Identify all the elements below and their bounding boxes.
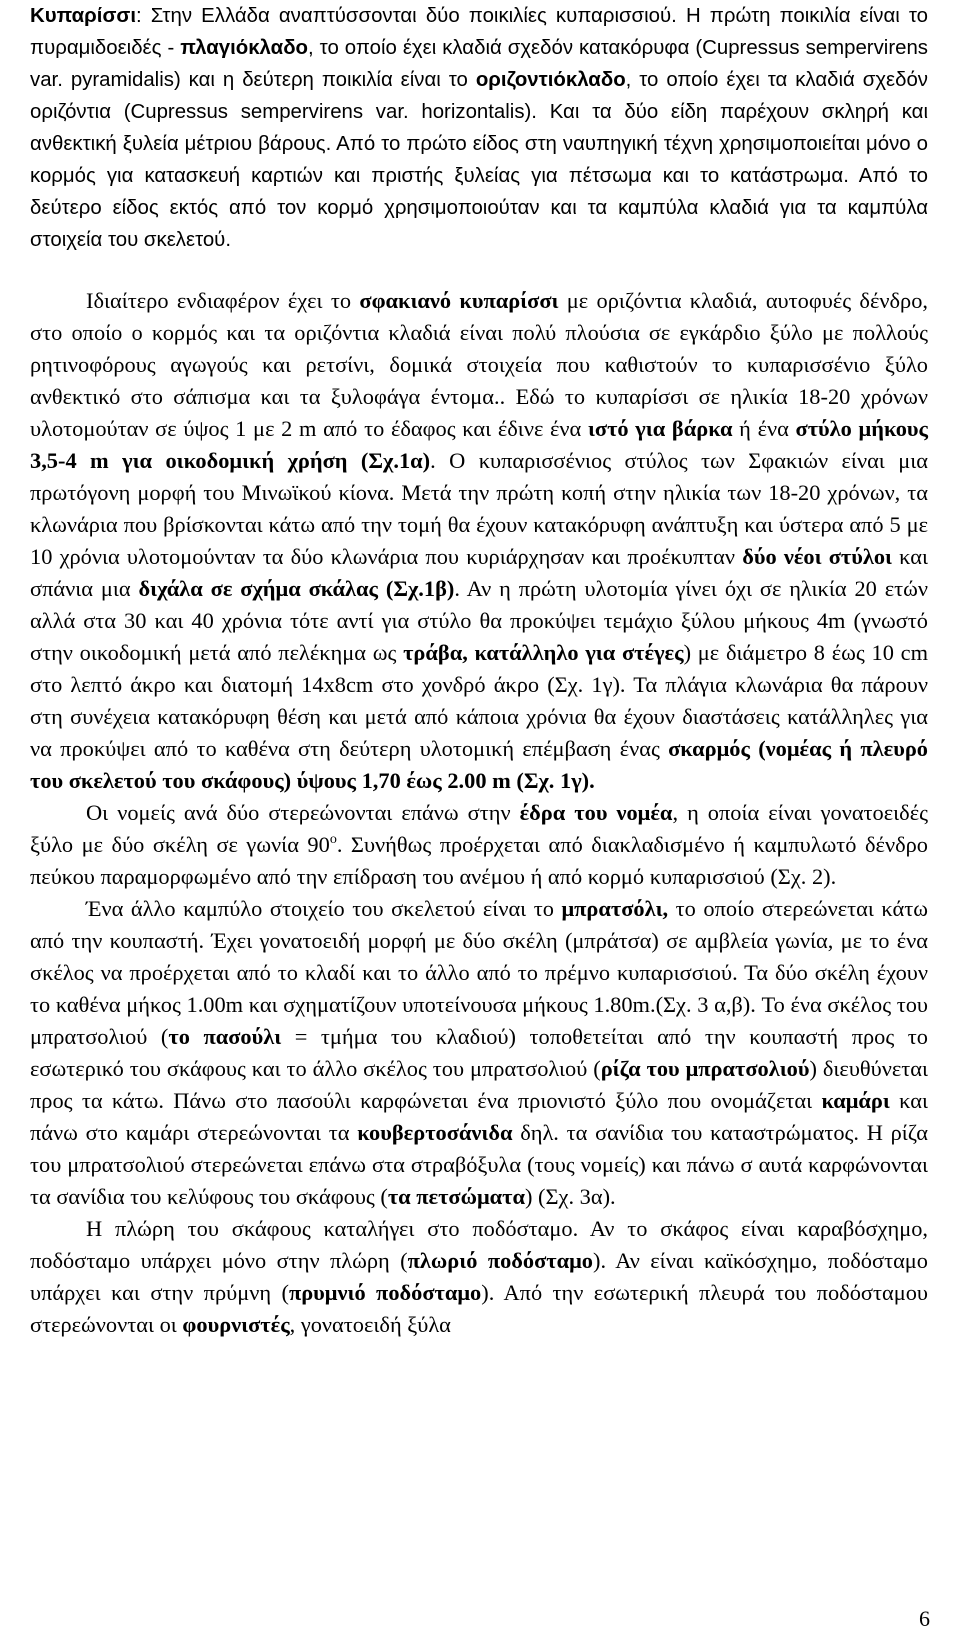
bold-term: στύλο μήκους 3,5-4 m για οικοδομική χρήση (Σχ.1α) xyxy=(30,416,928,473)
text-run: = τμήμα του κλαδιού) τοποθετείται από την κουπαστή προς το εσωτερικό του σκάφους και το άλλο σκέλος του μπρατσολιού ( xyxy=(30,1024,928,1081)
text-run: και σπάνια μια xyxy=(30,544,928,601)
text-run: ). Αν είναι καϊκόσχημο, ποδόσταμο υπάρχει και στην πρύμνη ( xyxy=(30,1248,929,1305)
text-run: ) διευθύνεται προς τα κάτω. Πάνω στο πασούλι καρφώνεται ένα πριονιστό ξύλο που ονομάζεται xyxy=(30,1056,928,1113)
text-run: . Ο κυπαρισσένιος στύλος των Σφακιών είναι μια πρωτόγονη μορφή του Μινωϊκού κίονα. Μετά την πρώτη κοπή στην ηλικία των 18-20 χρόνων, τα κλωνάρια που βρίσκονται κάτω από την τομή θα έχουν κατακόρυφη ανάπτυξη και ύστερα από 5 με 10 χρόνια υλοτομούνταν τα δύο κλωνάρια που κυριάρχησαν και προέκυπταν xyxy=(30,448,929,569)
bold-term: τα πετσώματα xyxy=(387,1184,525,1209)
bold-term: Κυπαρίσσι xyxy=(30,5,137,27)
bold-term: έδρα του νομέα xyxy=(519,800,673,825)
bold-term: κουβερτοσάνιδα xyxy=(357,1120,513,1145)
text-run: ή ένα xyxy=(732,416,796,441)
text-run: με οριζόντια κλαδιά, αυτοφυές δένδρο, στο οποίο ο κορμός και τα οριζόντια κλαδιά είναι πολύ πλούσια σε εγκάρδιο ξύλο με πολλούς ρητινοφόρους αγωγούς και ρετσίνι, δομικά στοιχεία που καθιστούν το κυπαρισσένιο ξύλο ανθεκτικό στο σάπισμα και τα ξυλοφάγα έντομα.. Εδώ το κυπαρίσσι σε ηλικία 18-20 χρόνων υλοτομούταν σε ύψος 1 με 2 m από το έδαφος και έδινε ένα xyxy=(30,288,929,441)
paragraph-frame-seat xyxy=(30,797,928,893)
text-run: και πάνω στο καμάρι στερεώνονται τα xyxy=(30,1088,928,1145)
page-number: 6 xyxy=(919,1606,930,1631)
bold-term: σκαρμός (νομέας ή πλευρό του σκελετού του σκάφους) ύψους 1,70 έως 2.00 m (Σχ. 1γ). xyxy=(30,736,928,793)
degree-superscript: ο xyxy=(329,832,337,847)
text-run: , το οποίο έχει κλαδιά σχεδόν κατακόρυφα (Cupressus sempervirens var. pyramidalis) και η δεύτερη ποικιλία είναι το xyxy=(30,37,928,91)
bold-term: διχάλα σε σχήμα σκάλας (Σχ.1β) xyxy=(138,576,455,601)
bold-term: φουρνιστές xyxy=(182,1312,290,1337)
text-run: το οποίο στερεώνεται κάτω από την κουπαστή. Έχει γονατοειδή μορφή με δύο σκέλη (μπράτσα) σε αμβλεία γωνία, με το ένα σκέλος να προέρχεται από το κλαδί και το άλλο από το πρέμνο κυπαρισσιού. Τα δύο σκέλη έχουν το καθένα μήκος 1.00m και σχηματίζουν υποτείνουσα μήκους 1.80m.(Σχ. 3 α,β). Το ένα σκέλος του μπρατσολιού ( xyxy=(30,896,928,1049)
text-run: , γονατοειδή ξύλα xyxy=(289,1312,451,1337)
bold-term: σφακιανό κυπαρίσσι xyxy=(359,288,559,313)
bold-term: οριζοντιόκλαδο xyxy=(475,69,626,91)
text-run: Ένα άλλο καμπύλο στοιχείο του σκελετού είναι το xyxy=(86,896,562,921)
text-run: . Συνήθως προέρχεται από διακλαδισμένο ή καμπυλωτό δένδρο πεύκου παραμορφωμένο από την επίδραση του ανέμου ή από κορμό κυπαρισσιού (Σχ. 2). xyxy=(30,832,928,889)
text-run: . Αν η πρώτη υλοτομία γίνει όχι σε ηλικία 20 ετών αλλά στα 30 και 40 χρόνια τότε αντί για στύλο θα προκύψει τεμάχιο ξύλου μήκους 4m (γνωστό στην οικοδομική μετά από πελέκημα ως xyxy=(30,576,928,665)
bold-term: πλωριό ποδόσταμο xyxy=(407,1248,593,1273)
bold-term: πρυμνιό ποδόσταμο xyxy=(288,1280,482,1305)
text-run: ). Από την εσωτερική πλευρά του ποδόσταμου στερεώνονται οι xyxy=(30,1280,929,1337)
text-run: , η οποία είναι γονατοειδές ξύλο με δύο σκέλη σε γωνία 90 xyxy=(30,800,928,857)
text-run: Η πλώρη του σκάφους καταλήγει στο ποδόσταμο. Αν το σκάφος είναι καραβόσχημο, ποδόσταμο υπάρχει μόνο στην πλώρη ( xyxy=(30,1216,928,1273)
text-run: δηλ. τα σανίδια του καταστρώματος. Η ρίζα του μπρατσολιού στερεώνεται επάνω στα στραβόξυλα (τους νομείς) και πάνω σ αυτά καρφώνονται τα σανίδια του κελύφους του σκάφους ( xyxy=(30,1120,928,1209)
text-run: , το οποίο έχει τα κλαδιά σχεδόν οριζόντια (Cupressus sempervirens var. horizontalis). Και τα δύο είδη παρέχουν σκληρή και ανθεκτική ξυλεία μέτριου βάρους. Από το πρώτο είδος στη ναυπηγική τέχνη χρησιμοποιείται μόνο ο κορμός για κατασκευή καρτιών και πριστής ξυλείας για πέτσωμα και το κατάστρωμα. Από το δεύτερο είδος εκτός από τον κορμό χρησιμοποιούταν και τα καμπύλα κλαδιά για τα καμπύλα στοιχεία του σκελετού. xyxy=(30,69,928,251)
bold-term: το πασούλι xyxy=(168,1024,282,1049)
text-run: : Στην Ελλάδα αναπτύσσονται δύο ποικιλίες κυπαρισσιού. Η πρώτη ποικιλία είναι το πυραμιδοειδές - xyxy=(30,5,928,59)
paragraph-stem-post xyxy=(30,1213,928,1341)
text-run: Οι νομείς ανά δύο στερεώνονται επάνω στην xyxy=(86,800,520,825)
document-page xyxy=(30,0,928,1341)
text-run: ) με διάμετρο 8 έως 10 cm στο λεπτό άκρο και διατομή 14x8cm στο χονδρό άκρο (Σχ. 1γ). Τα πλάγια κλωνάρια θα πάρουν στη συνέχεια κατακόρυφη θέση και μετά από κάποια χρόνια θα έχουν διαστάσεις κατάλληλες για να προκύψει από το καθένα στη δεύτερη υλοτομική επέμβαση ένας xyxy=(30,640,929,761)
paragraph-cypress-varieties xyxy=(30,0,928,256)
bold-term: τράβα, κατάλληλο για στέγες xyxy=(403,640,684,665)
paragraph-bratsoli xyxy=(30,893,928,1213)
bold-term: ρίζα του μπρατσολιού xyxy=(600,1056,810,1081)
bold-term: δύο νέοι στύλοι xyxy=(742,544,892,569)
paragraph-sfakian-cypress xyxy=(30,285,928,797)
text-run: ) (Σχ. 3α). xyxy=(524,1184,616,1209)
bold-term: μπρατσόλι, xyxy=(561,896,669,921)
bold-term: καμάρι xyxy=(821,1088,890,1113)
bold-term: πλαγιόκλαδο xyxy=(180,37,309,59)
text-run: Ιδιαίτερο ενδιαφέρον έχει το xyxy=(86,288,360,313)
bold-term: ιστό για βάρκα xyxy=(587,416,733,441)
